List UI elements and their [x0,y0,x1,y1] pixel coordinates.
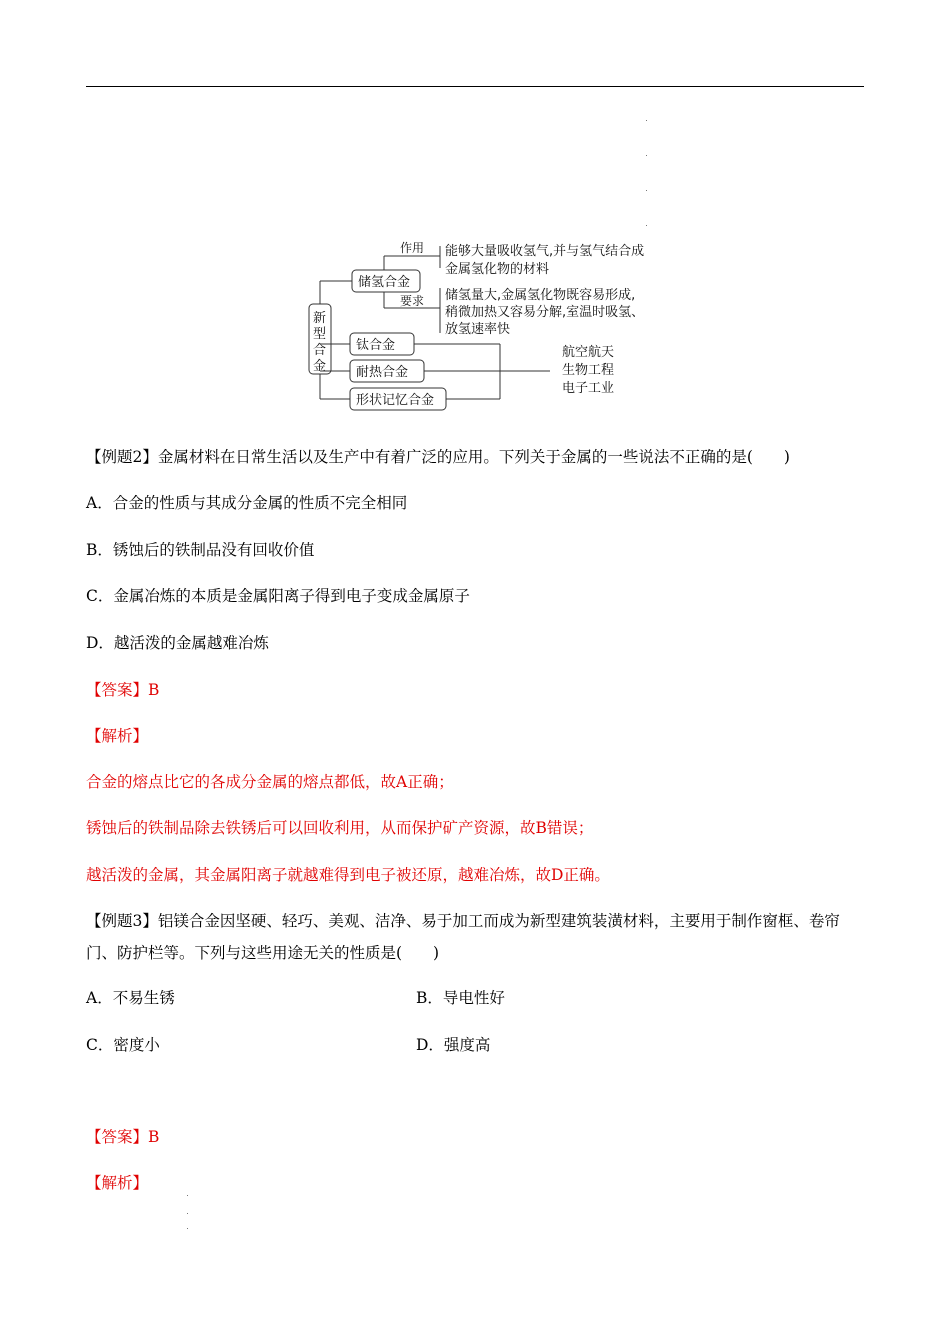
analysis-line: 锈蚀后的铁制品除去铁锈后可以回收利用，从而保护矿产资源，故B错误； [86,819,594,837]
option-a: A．合金的性质与其成分金属的性质不完全相同 [86,494,408,512]
example2-question: 【例题2】金属材料在日常生活以及生产中有着广泛的应用。下列关于金属的一些说法不正确的是( ) [86,448,790,466]
root-char: 新 [313,311,327,326]
alloy-label: 钛合金 [356,338,396,353]
speck [646,155,647,156]
root-char: 金 [313,359,327,374]
option-d: D．强度高 [416,1036,491,1054]
speck [187,1195,188,1196]
requirement-label: 要求 [400,294,425,308]
application-label: 航空航天 [562,345,615,360]
speck [187,1213,188,1214]
speck [187,1228,188,1229]
new-alloy-diagram [300,238,680,414]
analysis-line: 越活泼的金属，其金属阳离子就越难得到电子被还原，越难冶炼，故D正确。 [86,866,610,884]
speck [646,225,647,226]
requirement-text: 放氢速率快 [445,322,511,337]
role-label: 作用 [400,241,425,255]
requirement-text: 稍微加热又容易分解,室温时吸氢、 [445,305,645,320]
role-text: 能够大量吸收氢气,并与氢气结合成 [445,244,645,259]
requirement-text: 储氢量大,金属氢化物既容易形成, [445,288,636,303]
root-char: 型 [313,327,327,342]
answer-label: 【答案】B [86,681,160,699]
option-b: B．锈蚀后的铁制品没有回收价值 [86,541,315,559]
analysis-label: 【解析】 [86,727,149,745]
option-d: D．越活泼的金属越难冶炼 [86,634,269,652]
alloy-label: 耐热合金 [356,365,409,380]
role-text: 金属氢化物的材料 [445,262,550,277]
speck [646,120,647,121]
option-c: C．金属冶炼的本质是金属阳离子得到电子变成金属原子 [86,587,470,605]
option-c: C．密度小 [86,1036,160,1054]
analysis-line: 合金的熔点比它的各成分金属的熔点都低，故A正确； [86,773,454,791]
application-label: 生物工程 [562,363,615,378]
speck [646,190,647,191]
alloy-label: 形状记忆合金 [356,393,435,408]
option-a: A．不易生锈 [86,989,175,1007]
hydrogen-alloy-label: 储氢合金 [358,275,411,290]
example3-question: 【例题3】铝镁合金因坚硬、轻巧、美观、洁净、易于加工而成为新型建筑装潢材料，主要用于制作窗框、卷帘门、防护栏等。下列与这些用途无关的性质是( ) [86,912,840,962]
root-char: 合 [313,343,327,358]
header-rule [86,86,864,87]
analysis-label: 【解析】 [86,1174,149,1192]
option-b: B．导电性好 [416,989,505,1007]
answer-label: 【答案】B [86,1128,160,1146]
application-label: 电子工业 [562,381,615,396]
